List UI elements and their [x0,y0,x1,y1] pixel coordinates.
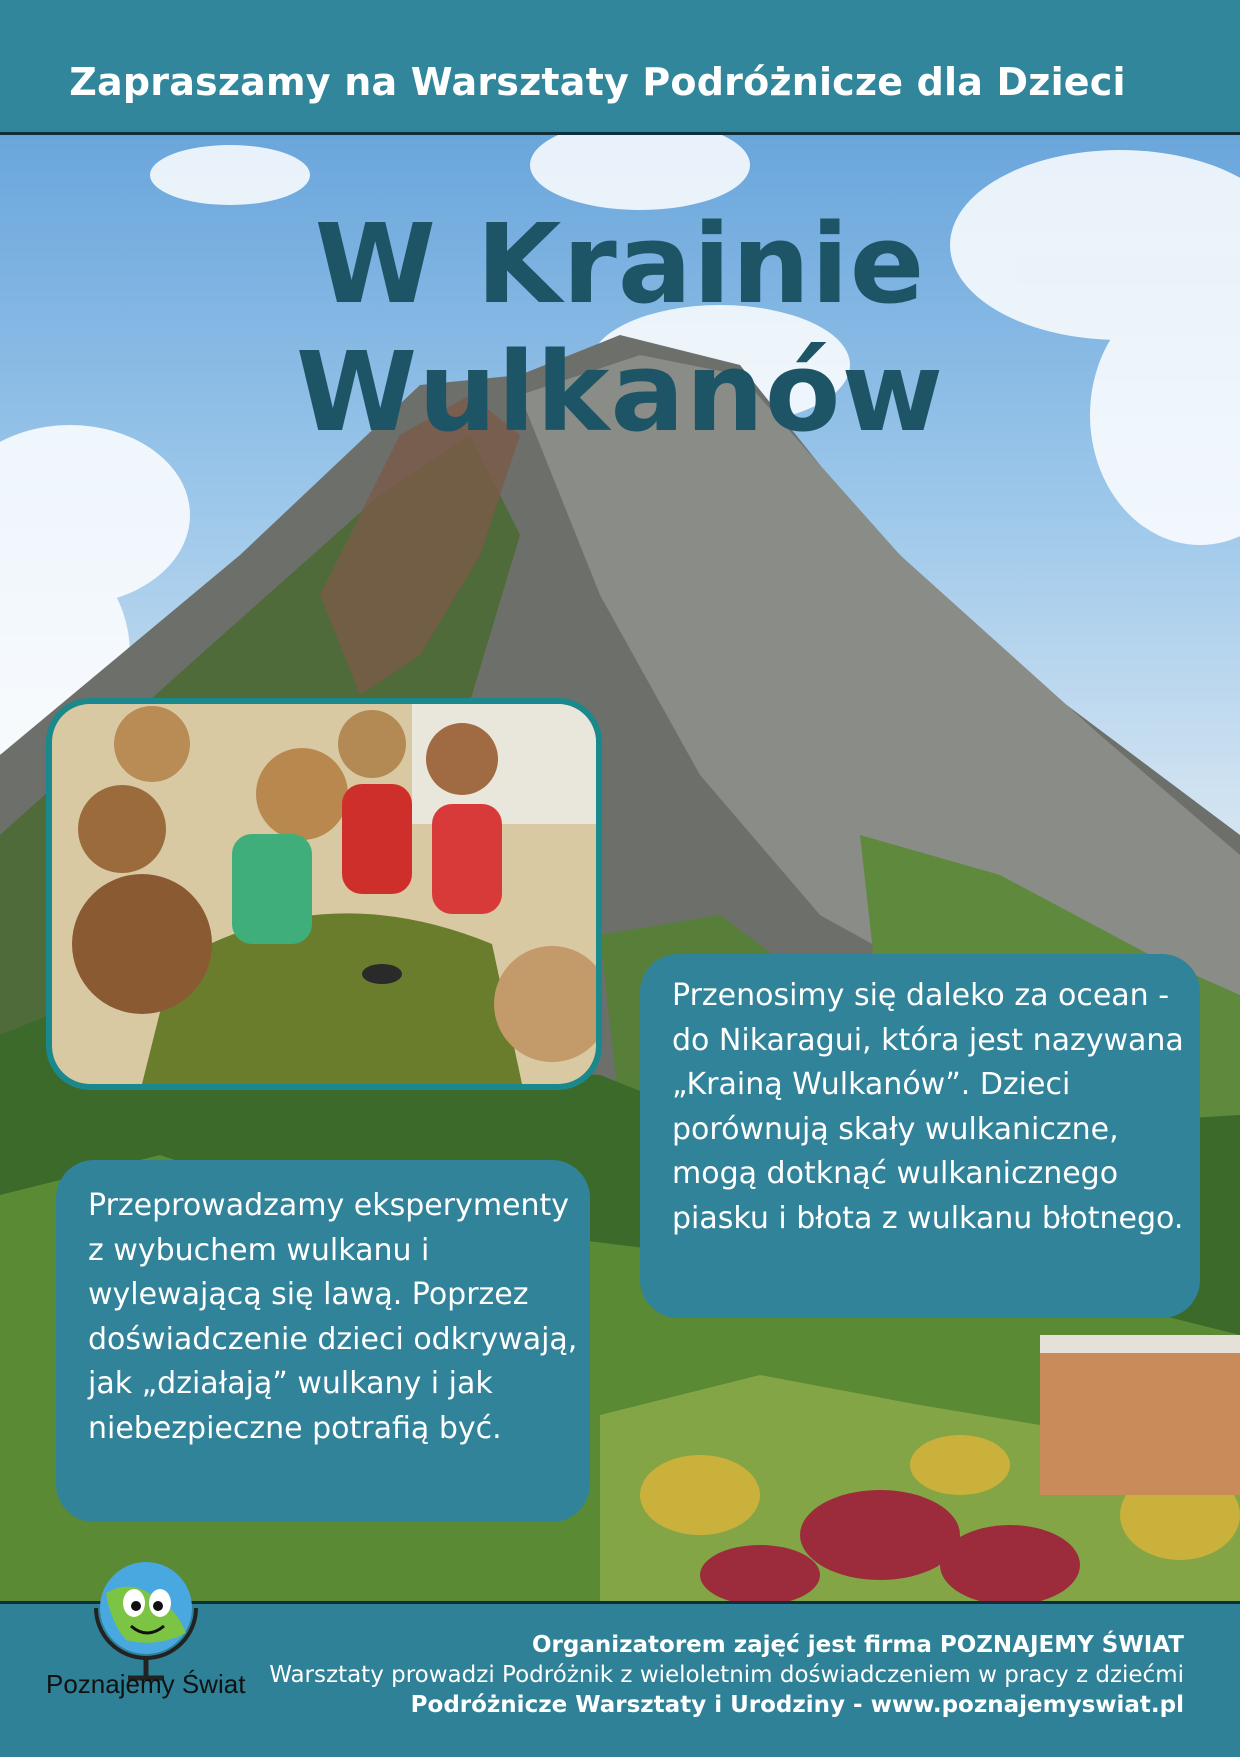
footer-guide: Warsztaty prowadzi Podróżnik z wieloletnim doświadczeniem w pracy z dziećmi [269,1662,1184,1688]
children-photo [46,698,602,1090]
header-bar [0,0,1240,135]
footer-organizer: Organizatorem zajęć jest firma POZNAJEMY ŚWIAT [532,1632,1184,1658]
header-title: Zapraszamy na Warsztaty Podróżnicze dla Dzieci [69,60,1126,104]
footer-website: Podróżnicze Warsztaty i Urodziny - www.poznajemyswiat.pl [410,1692,1184,1718]
info-text-nicaragua: Przenosimy się daleko za ocean - do Nikaragui, która jest nazywana „Krainą Wulkanów”. Dzieci porównują skały wulkaniczne, mogą dotknąć wulkanicznego piasku i błota z wulkanu błotnego. [672,978,1184,1236]
footer-text [269,1630,1184,1720]
info-box-experiments [56,1160,590,1522]
info-text-experiments: Przeprowadzamy eksperymenty z wybuchem wulkanu i wylewającą się lawą. Poprzez doświadczenie dzieci odkrywają, jak „działają” wulkany i jak niebezpieczne potrafią być. [88,1188,578,1446]
logo-name: Poznajemy Świat [46,1669,246,1699]
children-photo-illustration [52,704,596,1084]
info-box-nicaragua [640,954,1200,1318]
poster-title: W Krainie Wulkanów [295,200,945,456]
